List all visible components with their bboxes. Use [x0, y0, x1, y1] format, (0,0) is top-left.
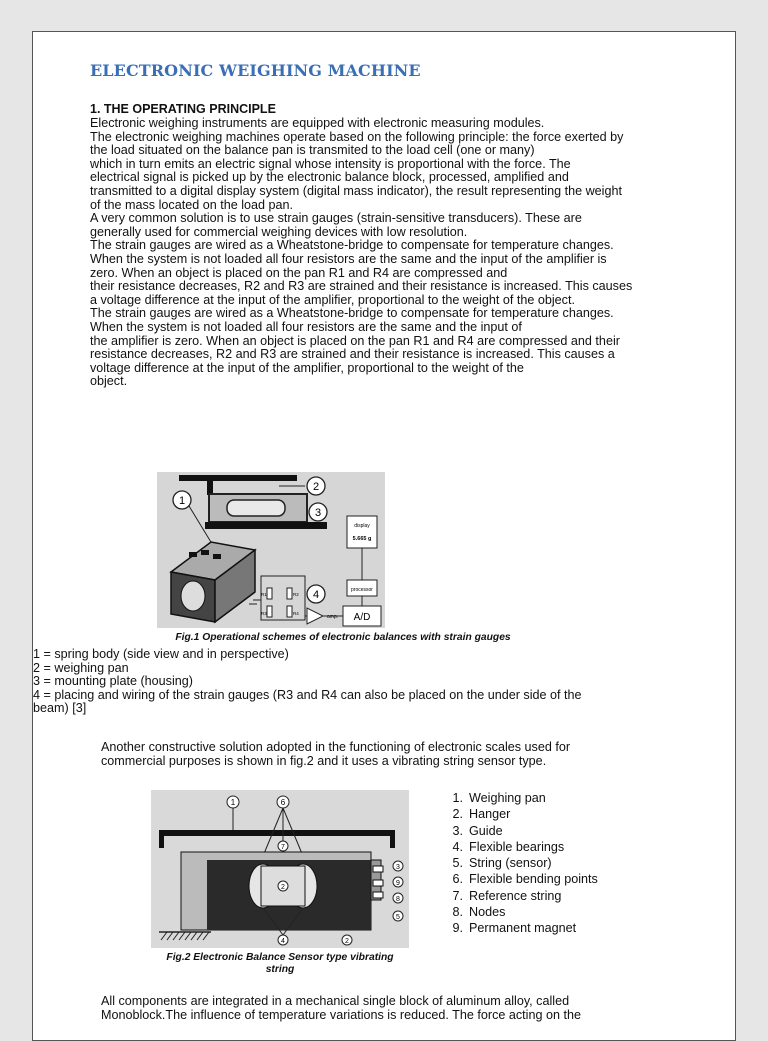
body-line: When the system is not loaded all four resistors are the same and the input of	[90, 319, 522, 334]
section-heading: 1. THE OPERATING PRINCIPLE	[90, 102, 276, 116]
fig1-amp-label: amp.	[327, 614, 339, 620]
fig1-r1-label: R1	[261, 592, 267, 597]
fig2-callout-4: 4	[281, 938, 285, 945]
list-item: 9. Permanent magnet	[452, 921, 577, 936]
weighing-pan-shape	[179, 475, 297, 481]
body-line: A very common solution is to use strain gauges (strain-sensitive transducers). These are	[90, 211, 582, 226]
body-line: generally used for commercial weighing devices with low resolution.	[90, 224, 468, 239]
body-line: voltage difference at the input of the amplifier, proportional to the weight of the	[90, 360, 524, 375]
list-item: 1. Weighing pan	[452, 791, 546, 805]
body-line: the amplifier is zero. When an object is placed on the pan R1 and R4 are compressed and their	[90, 333, 620, 348]
figure-1-drawing	[157, 472, 385, 628]
closing-line: All components are integrated in a mechanical single block of aluminum alloy, called	[101, 994, 570, 1008]
mounting-plate-shape	[205, 522, 327, 529]
body-line: transmitted to a digital display system (digital mass indicator), the result representing the weight	[90, 183, 622, 198]
body-line: The strain gauges are wired as a Wheatstone-bridge to compensate for temperature changes.	[90, 306, 614, 321]
body-line: their resistance decreases, R2 and R3 are strained and their resistance is increased. This causes	[90, 279, 633, 294]
fig2-callout-8: 8	[396, 896, 400, 903]
body-line: of the mass located on the load pan.	[90, 197, 294, 212]
figure-2-diagram	[151, 790, 409, 948]
fig2-callout-2: 2	[345, 938, 349, 945]
legend-line: beam) [3]	[33, 701, 87, 716]
fig2-callout-6: 6	[280, 798, 286, 807]
body-line: The strain gauges are wired as a Wheatstone-bridge to compensate for temperature changes.	[90, 238, 614, 253]
fig1-r4-label: R4	[293, 611, 299, 616]
body-line: which in turn emits an electric signal whose intensity is proportional with the force. The	[90, 156, 571, 171]
closing-line: Monoblock.The influence of temperature variations is reduced. The force acting on the	[101, 1007, 582, 1022]
legend-line: 2 = weighing pan	[33, 660, 129, 675]
fig1-r2-label: R2	[293, 592, 299, 597]
fig1-callout-1: 1	[178, 495, 186, 507]
closing-paragraph	[101, 995, 703, 1022]
fig2-callout-1: 1	[230, 798, 236, 807]
legend-line: 4 = placing and wiring of the strain gauges (R3 and R4 can also be placed on the under side of the	[33, 687, 582, 702]
list-item: 7. Reference string	[452, 888, 562, 903]
figure-2-drawing	[151, 790, 409, 948]
fig2-callout-9: 9	[396, 880, 400, 887]
fig2-callout-7: 7	[281, 844, 285, 851]
fig1-r3-label: R3	[261, 611, 267, 616]
fig1-display-value: 5.665 g	[352, 536, 372, 542]
fig1-callout-3: 3	[314, 507, 322, 519]
fig2-callout-3: 3	[396, 864, 400, 871]
body-line: zero. When an object is placed on the pan R1 and R4 are compressed and	[90, 265, 508, 280]
fig1-processor-label: processor	[351, 587, 373, 593]
fig1-display-label: display	[354, 523, 370, 529]
list-item: 3. Guide	[452, 823, 503, 838]
component-list	[439, 790, 598, 937]
list-item: 6. Flexible bending points	[452, 872, 598, 887]
fig1-callout-2: 2	[312, 481, 320, 493]
figure-2-caption-line: Fig.2 Electronic Balance Sensor type vibrating	[166, 952, 394, 963]
list-item: 4. Flexible bearings	[452, 839, 565, 854]
figure-1-diagram	[157, 472, 385, 628]
legend-line: 1 = spring body (side view and in perspective)	[33, 647, 289, 661]
fig2-callout-2-inner: 2	[281, 884, 285, 891]
body-line: resistance decreases, R2 and R3 are strained and their resistance is increased. This causes a	[90, 347, 615, 362]
list-item: 8. Nodes	[452, 905, 506, 920]
figure-1-legend	[33, 648, 733, 716]
intro-line: Another constructive solution adopted in the functioning of electronic scales used for	[101, 740, 571, 754]
intro-fig2-paragraph	[101, 741, 701, 768]
document-page	[32, 31, 736, 1041]
legend-line: 3 = mounting plate (housing)	[33, 674, 193, 689]
figure-2-caption	[139, 952, 421, 976]
document-title: ELECTRONIC WEIGHING MACHINE	[90, 61, 421, 80]
body-line: The electronic weighing machines operate based on the following principle: the force exerted by	[90, 129, 624, 144]
body-line: object.	[90, 374, 128, 389]
body-line: When the system is not loaded all four resistors are the same and the input of the amplifier is	[90, 251, 607, 266]
body-paragraph	[90, 117, 713, 389]
body-line: a voltage difference at the input of the amplifier, proportional to the weight of the object.	[90, 292, 575, 307]
list-item: 5. String (sensor)	[452, 856, 552, 871]
list-item: 2. Hanger	[452, 807, 511, 822]
fig1-callout-4: 4	[312, 589, 320, 601]
body-line: electrical signal is picked up by the electronic balance block, processed, amplified and	[90, 170, 569, 185]
fig1-ad-label: A/D	[353, 612, 371, 623]
fig2-callout-5: 5	[396, 914, 400, 921]
intro-line: commercial purposes is shown in fig.2 and it uses a vibrating string sensor type.	[101, 753, 547, 768]
body-line: the load situated on the balance pan is transmited to the load cell (one or many)	[90, 143, 535, 158]
body-line: Electronic weighing instruments are equipped with electronic measuring modules.	[90, 116, 545, 130]
figure-2-caption-line: string	[265, 964, 295, 975]
figure-1-caption: Fig.1 Operational schemes of electronic balances with strain gauges	[175, 632, 511, 643]
